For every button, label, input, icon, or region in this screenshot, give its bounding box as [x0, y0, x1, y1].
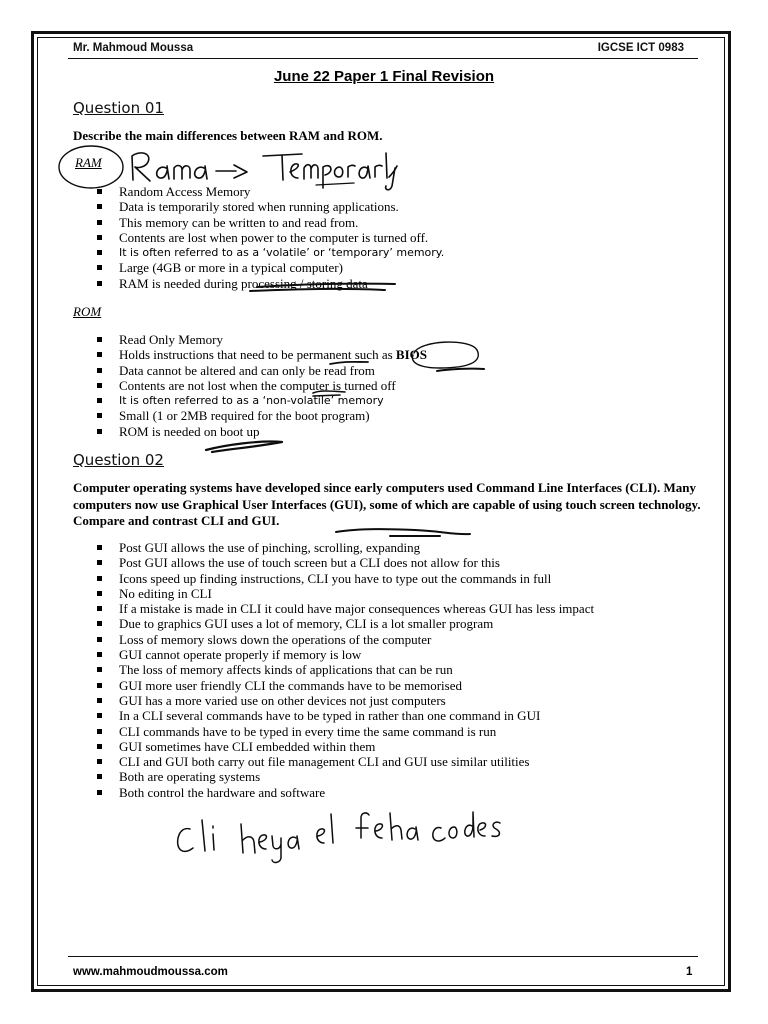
list-item: This memory can be written to and read from.: [0, 215, 444, 230]
list-item: GUI more user friendly CLI the commands have to be memorised: [0, 678, 594, 693]
list-item: The loss of memory affects kinds of applications that can be run: [0, 662, 594, 677]
list-item: Contents are not lost when the computer is turned off: [0, 378, 427, 393]
list-item: No editing in CLI: [0, 586, 594, 601]
list-item-text: Holds instructions that need to be permanent such as: [119, 347, 396, 363]
list-item: Read Only Memory: [0, 332, 427, 347]
list-item: [0, 347, 427, 362]
list-item: CLI commands have to be typed in every time the same command is run: [0, 724, 594, 739]
list-item: GUI cannot operate properly if memory is low: [0, 647, 594, 662]
question-01-prompt: Describe the main differences between RAM and ROM.: [73, 128, 383, 143]
list-item: Data is temporarily stored when running applications.: [0, 199, 444, 214]
list-item: Post GUI allows the use of touch screen but a CLI does not allow for this: [0, 555, 594, 570]
list-item: Both are operating systems: [0, 769, 594, 784]
list-item: CLI and GUI both carry out file management CLI and GUI use similar utilities: [0, 754, 594, 769]
list-item: Large (4GB or more in a typical computer): [0, 260, 444, 275]
list-item: Icons speed up finding instructions, CLI you have to type out the commands in full: [0, 571, 594, 586]
ram-label: RAM: [75, 155, 102, 170]
rom-list: [0, 332, 427, 439]
list-item: It is often referred to as a ‘volatile’ or ‘temporary’ memory.: [0, 245, 444, 260]
ram-list: [0, 184, 444, 291]
list-item: If a mistake is made in CLI it could have major consequences whereas GUI has less impact: [0, 601, 594, 616]
list-item: Contents are lost when power to the computer is turned off.: [0, 230, 444, 245]
list-item: GUI sometimes have CLI embedded within them: [0, 739, 594, 754]
page-number: 1: [686, 966, 693, 978]
question-02-prompt: Computer operating systems have developed since early computers used Command Line Interfaces (CLI). Many computers now use Graphical User Interfaces (GUI), some of which are capable of using touch screen technology. Compare and contrast CLI and GUI.: [73, 480, 701, 528]
footer-website: www.mahmoudmoussa.com: [73, 966, 228, 978]
list-item: Loss of memory slows down the operations of the computer: [0, 632, 594, 647]
header-rule: [68, 58, 698, 59]
list-item: RAM is needed during processing / storing data: [0, 276, 444, 291]
question-01-heading: Question 01: [73, 99, 164, 117]
header-course: IGCSE ICT 0983: [597, 42, 684, 54]
list-item: Both control the hardware and software: [0, 785, 594, 800]
rom-label: ROM: [73, 304, 102, 319]
list-item: In a CLI several commands have to be typed in rather than one command in GUI: [0, 708, 594, 723]
header-author: Mr. Mahmoud Moussa: [73, 42, 194, 54]
list-item: It is often referred to as a ‘non-volatile’ memory: [0, 393, 427, 408]
footer-rule: [68, 956, 698, 957]
list-item: GUI has a more varied use on other devices not just computers: [0, 693, 594, 708]
list-item: Data cannot be altered and can only be read from: [0, 363, 427, 378]
cli-gui-list: [0, 540, 594, 800]
list-item: Due to graphics GUI uses a lot of memory, CLI is a lot smaller program: [0, 616, 594, 631]
bios-term: BIOS: [395, 347, 427, 363]
list-item: Small (1 or 2MB required for the boot program): [0, 408, 427, 423]
question-02-heading: Question 02: [73, 451, 164, 469]
list-item: Post GUI allows the use of pinching, scrolling, expanding: [0, 540, 594, 555]
page-title: June 22 Paper 1 Final Revision: [273, 68, 495, 85]
list-item: ROM is needed on boot up: [0, 424, 427, 439]
list-item: Random Access Memory: [0, 184, 444, 199]
